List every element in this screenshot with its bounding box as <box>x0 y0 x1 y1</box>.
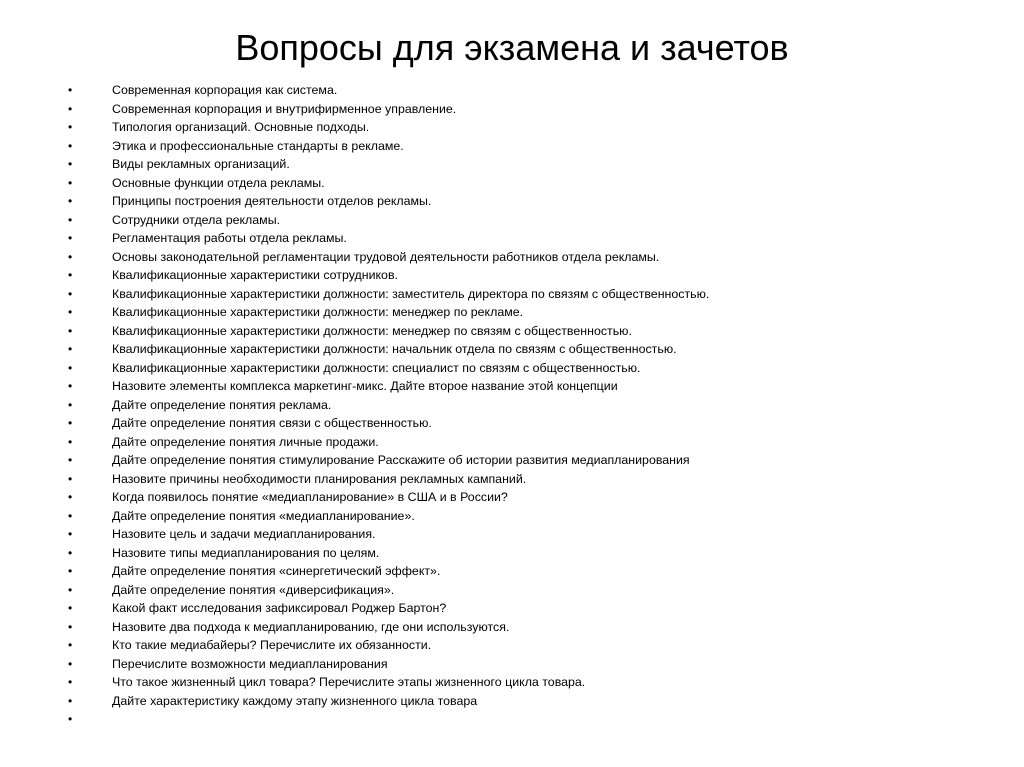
list-item-text: Дайте определение понятия личные продажи. <box>112 434 379 449</box>
bullet-dot: • <box>68 342 73 356</box>
list-item-text: Дайте определение понятия «диверсификация». <box>112 582 395 597</box>
slide-title: Вопросы для экзамена и зачетов <box>235 27 789 68</box>
list-item <box>68 507 968 526</box>
bullet-dot: • <box>68 138 73 153</box>
list-item <box>68 581 968 600</box>
bullet-dot: • <box>68 249 73 264</box>
bullet-dot: • <box>68 360 73 375</box>
bullet-dot: • <box>68 638 73 652</box>
bullet-dot: • <box>68 434 73 449</box>
bullet-dot: • <box>68 656 73 671</box>
bullet-dot: • <box>68 471 73 486</box>
bullet-dot: • <box>68 601 73 615</box>
list-item <box>68 174 968 193</box>
list-item <box>68 618 968 637</box>
list-item <box>68 377 968 396</box>
bullet-dot: • <box>68 83 73 97</box>
list-item-text: Этика и профессиональные стандарты в рекламе. <box>112 138 404 153</box>
list-item <box>68 285 968 304</box>
bullet-dot: • <box>68 101 73 116</box>
bullet-dot: • <box>68 175 73 190</box>
bullet-dot: • <box>68 453 73 467</box>
list-item <box>68 710 968 729</box>
bullet-dot: • <box>68 379 73 393</box>
list-item-text: Назовите цель и задачи медиапланирования. <box>112 527 376 541</box>
list-item <box>68 248 968 267</box>
list-item-text: Регламентация работы отдела рекламы. <box>112 231 347 245</box>
list-item-text: Дайте определение понятия «синергетический эффект». <box>112 564 441 578</box>
list-item <box>68 451 968 470</box>
list-item <box>68 655 968 674</box>
bullet-dot: • <box>68 268 73 282</box>
bullet-dot: • <box>68 712 73 726</box>
list-item-text: Дайте характеристику каждому этапу жизненного цикла товара <box>112 693 478 708</box>
list-item <box>68 414 968 433</box>
bullet-dot: • <box>68 286 73 301</box>
list-item <box>68 525 968 544</box>
list-item <box>68 303 968 322</box>
list-item-text: Когда появилось понятие «медиапланирование» в США и в России? <box>112 490 508 504</box>
list-item <box>68 266 968 285</box>
list-item <box>68 137 968 156</box>
list-item-text: Типология организаций. Основные подходы. <box>112 120 370 134</box>
list-item <box>68 100 968 119</box>
bullet-dot: • <box>68 397 73 412</box>
list-item <box>68 692 968 711</box>
list-item <box>68 470 968 489</box>
bullet-dot: • <box>68 545 73 560</box>
list-item <box>68 192 968 211</box>
list-item-text: Дайте определение понятия связи с общественностью. <box>112 416 432 430</box>
list-item <box>68 155 968 174</box>
bullet-dot: • <box>68 194 73 208</box>
bullet-dot: • <box>68 527 73 541</box>
bullet-dot: • <box>68 120 73 134</box>
list-item-text: Принципы построения деятельности отделов рекламы. <box>112 194 432 208</box>
bullet-dot: • <box>68 619 73 634</box>
list-item-text: Квалификационные характеристики должности: менеджер по рекламе. <box>112 305 524 319</box>
bullet-dot: • <box>68 508 73 523</box>
list-item-text: Сотрудники отдела рекламы. <box>112 212 281 227</box>
list-item <box>68 340 968 359</box>
list-item-text: Дайте определение понятия реклама. <box>112 397 332 412</box>
list-item-text: Квалификационные характеристики должности: специалист по связям с общественностью. <box>112 360 641 375</box>
list-item-text: Дайте определение понятия «медиапланирование». <box>112 508 415 523</box>
list-item-text: Что такое жизненный цикл товара? Перечислите этапы жизненного цикла товара. <box>112 675 586 689</box>
bullet-dot: • <box>68 582 73 597</box>
list-item-text: Дайте определение понятия стимулирование Расскажите об истории развития медиапланирования <box>112 453 690 467</box>
bullet-dot: • <box>68 212 73 227</box>
question-list <box>68 81 968 729</box>
bullet-dot: • <box>68 675 73 689</box>
list-item <box>68 229 968 248</box>
bullet-dot: • <box>68 231 73 245</box>
list-item-text: Основы законодательной регламентации трудовой деятельности работников отдела рекламы. <box>112 249 660 264</box>
list-item-text: Квалификационные характеристики должности: начальник отдела по связям с общественностью. <box>112 342 677 356</box>
list-item <box>68 359 968 378</box>
bullet-dot: • <box>68 564 73 578</box>
list-item-text: Назовите элементы комплекса маркетинг-микс. Дайте второе название этой концепции <box>112 379 618 393</box>
list-item-text: Основные функции отдела рекламы. <box>112 175 325 190</box>
list-item-text: Современная корпорация как система. <box>112 83 338 97</box>
bullet-dot: • <box>68 305 73 319</box>
list-item-text: Какой факт исследования зафиксировал Роджер Бартон? <box>112 601 447 615</box>
list-item <box>68 488 968 507</box>
list-item-text: Квалификационные характеристики должности: менеджер по связям с общественностью. <box>112 323 632 338</box>
list-item <box>68 673 968 692</box>
list-item <box>68 599 968 618</box>
list-item-text: Перечислите возможности медиапланирования <box>112 656 388 671</box>
bullet-dot: • <box>68 416 73 430</box>
list-item-text: Виды рекламных организаций. <box>112 157 290 171</box>
list-item <box>68 396 968 415</box>
list-item <box>68 322 968 341</box>
list-item-text: Назовите типы медиапланирования по целям. <box>112 545 380 560</box>
bullet-dot: • <box>68 693 73 708</box>
list-item <box>68 433 968 452</box>
bullet-dot: • <box>68 323 73 338</box>
list-item <box>68 562 968 581</box>
list-item-text: Квалификационные характеристики сотрудников. <box>112 268 398 282</box>
list-item <box>68 81 968 100</box>
list-item <box>68 636 968 655</box>
list-item-text: Современная корпорация и внутрифирменное управление. <box>112 101 457 116</box>
list-item <box>68 211 968 230</box>
list-item-text: Кто такие медиабайеры? Перечислите их обязанности. <box>112 638 432 652</box>
list-item-text: Назовите причины необходимости планирования рекламных кампаний. <box>112 471 527 486</box>
list-item-text: Назовите два подхода к медиапланированию, где они используются. <box>112 619 510 634</box>
list-item <box>68 118 968 137</box>
bullet-dot: • <box>68 490 73 504</box>
list-item <box>68 544 968 563</box>
list-item-text: Квалификационные характеристики должности: заместитель директора по связям с общественностью. <box>112 286 710 301</box>
bullet-dot: • <box>68 157 73 171</box>
